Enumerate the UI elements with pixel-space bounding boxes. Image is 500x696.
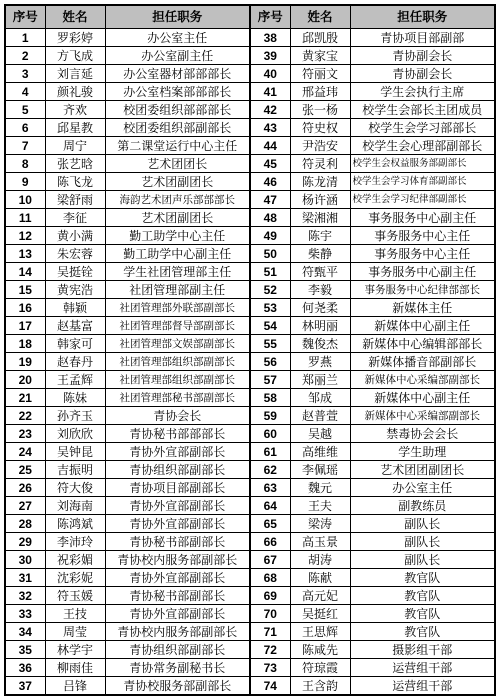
member-name: 张一杨 bbox=[290, 101, 350, 119]
member-role: 艺术团副团长 bbox=[105, 209, 250, 227]
row-number: 19 bbox=[5, 353, 45, 371]
member-name: 王含韵 bbox=[290, 677, 350, 696]
table-row bbox=[5, 677, 495, 696]
table-row bbox=[5, 425, 495, 443]
member-role: 艺术团团长 bbox=[105, 155, 250, 173]
row-number: 58 bbox=[250, 389, 290, 407]
member-name: 杨许涵 bbox=[290, 191, 350, 209]
row-number: 64 bbox=[250, 497, 290, 515]
member-role: 事务服务中心纪律部部长 bbox=[350, 281, 495, 299]
row-number: 54 bbox=[250, 317, 290, 335]
member-name: 邱星教 bbox=[45, 119, 105, 137]
member-role: 办公室主任 bbox=[105, 29, 250, 47]
table-row bbox=[5, 101, 495, 119]
row-number: 35 bbox=[5, 641, 45, 659]
member-name: 梁涛 bbox=[290, 515, 350, 533]
member-role: 青协校服务部副部长 bbox=[105, 677, 250, 696]
table-row bbox=[5, 569, 495, 587]
table-row bbox=[5, 479, 495, 497]
table-row bbox=[5, 155, 495, 173]
member-role: 副队长 bbox=[350, 515, 495, 533]
row-number: 41 bbox=[250, 83, 290, 101]
row-number: 3 bbox=[5, 65, 45, 83]
member-role: 青协副会长 bbox=[350, 65, 495, 83]
member-role: 校学生会学习部部长 bbox=[350, 119, 495, 137]
member-name: 陈鸿斌 bbox=[45, 515, 105, 533]
row-number: 20 bbox=[5, 371, 45, 389]
row-number: 60 bbox=[250, 425, 290, 443]
member-name: 李佩瑶 bbox=[290, 461, 350, 479]
row-number: 10 bbox=[5, 191, 45, 209]
member-name: 韩颖 bbox=[45, 299, 105, 317]
member-role: 校团委组织部副部长 bbox=[105, 119, 250, 137]
row-number: 52 bbox=[250, 281, 290, 299]
row-number: 1 bbox=[5, 29, 45, 47]
member-role: 办公室副主任 bbox=[105, 47, 250, 65]
member-name: 陈妹 bbox=[45, 389, 105, 407]
table-row bbox=[5, 299, 495, 317]
member-name: 林明丽 bbox=[290, 317, 350, 335]
table-row bbox=[5, 497, 495, 515]
row-number: 53 bbox=[250, 299, 290, 317]
member-role: 社团管理部外联部副部长 bbox=[105, 299, 250, 317]
member-role: 校学生会学习纪律部副部长 bbox=[350, 191, 495, 209]
member-name: 周莹 bbox=[45, 623, 105, 641]
roster-sheet bbox=[4, 4, 495, 696]
table-row bbox=[5, 209, 495, 227]
member-role: 青协副会长 bbox=[350, 47, 495, 65]
row-number: 27 bbox=[5, 497, 45, 515]
member-role: 青协组织部副部长 bbox=[105, 641, 250, 659]
member-name: 李沛玲 bbox=[45, 533, 105, 551]
member-name: 王孟辉 bbox=[45, 371, 105, 389]
table-row bbox=[5, 47, 495, 65]
member-name: 符史权 bbox=[290, 119, 350, 137]
member-name: 齐欢 bbox=[45, 101, 105, 119]
member-name: 梁舒雨 bbox=[45, 191, 105, 209]
table-row bbox=[5, 245, 495, 263]
row-number: 26 bbox=[5, 479, 45, 497]
member-name: 孙齐玉 bbox=[45, 407, 105, 425]
member-role: 教官队 bbox=[350, 605, 495, 623]
row-number: 43 bbox=[250, 119, 290, 137]
row-number: 33 bbox=[5, 605, 45, 623]
row-number: 31 bbox=[5, 569, 45, 587]
table-row bbox=[5, 281, 495, 299]
member-role: 教官队 bbox=[350, 569, 495, 587]
table-row bbox=[5, 191, 495, 209]
row-number: 73 bbox=[250, 659, 290, 677]
row-number: 4 bbox=[5, 83, 45, 101]
row-number: 6 bbox=[5, 119, 45, 137]
member-name: 祝彩媚 bbox=[45, 551, 105, 569]
row-number: 21 bbox=[5, 389, 45, 407]
table-row bbox=[5, 173, 495, 191]
member-role: 校团委组织部部部长 bbox=[105, 101, 250, 119]
member-name: 刘言延 bbox=[45, 65, 105, 83]
row-number: 51 bbox=[250, 263, 290, 281]
member-name: 方飞成 bbox=[45, 47, 105, 65]
row-number: 71 bbox=[250, 623, 290, 641]
member-role: 青协项目部副部 bbox=[350, 29, 495, 47]
member-name: 高元妃 bbox=[290, 587, 350, 605]
table-row bbox=[5, 623, 495, 641]
table-row bbox=[5, 605, 495, 623]
row-number: 49 bbox=[250, 227, 290, 245]
member-role: 学生社团管理部主任 bbox=[105, 263, 250, 281]
member-role: 事务服务中心主任 bbox=[350, 227, 495, 245]
row-number: 72 bbox=[250, 641, 290, 659]
row-number: 45 bbox=[250, 155, 290, 173]
row-number: 30 bbox=[5, 551, 45, 569]
member-name: 朱宏蓉 bbox=[45, 245, 105, 263]
column-header-no: 序号 bbox=[250, 5, 290, 29]
row-number: 12 bbox=[5, 227, 45, 245]
row-number: 69 bbox=[250, 587, 290, 605]
row-number: 16 bbox=[5, 299, 45, 317]
member-name: 王思辉 bbox=[290, 623, 350, 641]
member-name: 柳雨佳 bbox=[45, 659, 105, 677]
member-name: 黄小满 bbox=[45, 227, 105, 245]
member-role: 社团管理部组织部副部长 bbox=[105, 353, 250, 371]
table-row bbox=[5, 533, 495, 551]
table-row bbox=[5, 263, 495, 281]
member-name: 吴挺铨 bbox=[45, 263, 105, 281]
row-number: 70 bbox=[250, 605, 290, 623]
member-name: 沈彩妮 bbox=[45, 569, 105, 587]
row-number: 15 bbox=[5, 281, 45, 299]
member-role: 新媒体中心采编部副部长 bbox=[350, 371, 495, 389]
member-role: 社团管理部副主任 bbox=[105, 281, 250, 299]
member-role: 事务服务中心副主任 bbox=[350, 263, 495, 281]
member-role: 勤工助学中心副主任 bbox=[105, 245, 250, 263]
member-name: 魏俊杰 bbox=[290, 335, 350, 353]
row-number: 22 bbox=[5, 407, 45, 425]
member-name: 陈宇 bbox=[290, 227, 350, 245]
member-role: 青协外宣部副部长 bbox=[105, 569, 250, 587]
member-name: 魏元 bbox=[290, 479, 350, 497]
row-number: 56 bbox=[250, 353, 290, 371]
table-row bbox=[5, 227, 495, 245]
member-name: 吕锋 bbox=[45, 677, 105, 696]
member-role: 海韵艺术团声乐部部部长 bbox=[105, 191, 250, 209]
member-name: 高玉景 bbox=[290, 533, 350, 551]
table-row bbox=[5, 83, 495, 101]
member-role: 运营组干部 bbox=[350, 677, 495, 696]
table-row bbox=[5, 515, 495, 533]
member-role: 学生会执行主席 bbox=[350, 83, 495, 101]
row-number: 66 bbox=[250, 533, 290, 551]
table-row bbox=[5, 659, 495, 677]
member-role: 校学生会心理部副部长 bbox=[350, 137, 495, 155]
member-name: 高维维 bbox=[290, 443, 350, 461]
member-role: 艺术团副团长 bbox=[105, 173, 250, 191]
member-role: 青协校内服务部副部长 bbox=[105, 623, 250, 641]
member-name: 黄家宝 bbox=[290, 47, 350, 65]
row-number: 18 bbox=[5, 335, 45, 353]
member-role: 副教练员 bbox=[350, 497, 495, 515]
member-name: 颜礼骏 bbox=[45, 83, 105, 101]
member-role: 青协外宣部副部长 bbox=[105, 497, 250, 515]
member-name: 王技 bbox=[45, 605, 105, 623]
member-role: 副队长 bbox=[350, 551, 495, 569]
row-number: 63 bbox=[250, 479, 290, 497]
member-role: 青协校内服务部副部长 bbox=[105, 551, 250, 569]
member-name: 刘欣欣 bbox=[45, 425, 105, 443]
member-name: 赵普萱 bbox=[290, 407, 350, 425]
member-name: 邱凯殷 bbox=[290, 29, 350, 47]
row-number: 61 bbox=[250, 443, 290, 461]
column-header-no: 序号 bbox=[5, 5, 45, 29]
row-number: 42 bbox=[250, 101, 290, 119]
member-role: 青协会长 bbox=[105, 407, 250, 425]
member-name: 韩家可 bbox=[45, 335, 105, 353]
table-row bbox=[5, 461, 495, 479]
member-name: 邹成 bbox=[290, 389, 350, 407]
member-role: 青协项目部副部长 bbox=[105, 479, 250, 497]
member-name: 周宁 bbox=[45, 137, 105, 155]
row-number: 48 bbox=[250, 209, 290, 227]
column-header-role: 担任职务 bbox=[105, 5, 250, 29]
table-row bbox=[5, 29, 495, 47]
member-name: 吴钟昆 bbox=[45, 443, 105, 461]
row-number: 8 bbox=[5, 155, 45, 173]
member-name: 陈龙清 bbox=[290, 173, 350, 191]
member-name: 罗彩婷 bbox=[45, 29, 105, 47]
column-header-name: 姓名 bbox=[290, 5, 350, 29]
row-number: 46 bbox=[250, 173, 290, 191]
member-role: 青协秘书部副部长 bbox=[105, 533, 250, 551]
member-role: 禁毒协会会长 bbox=[350, 425, 495, 443]
member-role: 新媒体中心采编部副部长 bbox=[350, 407, 495, 425]
member-role: 办公室器材部部部长 bbox=[105, 65, 250, 83]
row-number: 74 bbox=[250, 677, 290, 696]
row-number: 67 bbox=[250, 551, 290, 569]
row-number: 57 bbox=[250, 371, 290, 389]
member-role: 办公室主任 bbox=[350, 479, 495, 497]
table-row bbox=[5, 389, 495, 407]
member-name: 符琼霞 bbox=[290, 659, 350, 677]
roster-table bbox=[4, 4, 496, 696]
member-role: 勤工助学中心主任 bbox=[105, 227, 250, 245]
member-role: 青协外宣部副部长 bbox=[105, 443, 250, 461]
table-row bbox=[5, 641, 495, 659]
member-role: 社团管理部组织部副部长 bbox=[105, 371, 250, 389]
member-role: 青协秘书部副部长 bbox=[105, 587, 250, 605]
member-name: 林学宇 bbox=[45, 641, 105, 659]
member-role: 新媒体中心副主任 bbox=[350, 389, 495, 407]
member-name: 李毅 bbox=[290, 281, 350, 299]
member-role: 青协组织部副部长 bbox=[105, 461, 250, 479]
row-number: 32 bbox=[5, 587, 45, 605]
member-name: 黄宪浩 bbox=[45, 281, 105, 299]
row-number: 17 bbox=[5, 317, 45, 335]
member-name: 符灵利 bbox=[290, 155, 350, 173]
table-row bbox=[5, 335, 495, 353]
row-number: 23 bbox=[5, 425, 45, 443]
row-number: 29 bbox=[5, 533, 45, 551]
table-row bbox=[5, 407, 495, 425]
row-number: 34 bbox=[5, 623, 45, 641]
member-name: 张艺晗 bbox=[45, 155, 105, 173]
member-name: 尹浩安 bbox=[290, 137, 350, 155]
member-role: 副队长 bbox=[350, 533, 495, 551]
member-name: 郑丽兰 bbox=[290, 371, 350, 389]
row-number: 14 bbox=[5, 263, 45, 281]
member-role: 艺术团团副团长 bbox=[350, 461, 495, 479]
member-name: 符玉媛 bbox=[45, 587, 105, 605]
member-name: 赵基富 bbox=[45, 317, 105, 335]
row-number: 37 bbox=[5, 677, 45, 696]
member-role: 青协外宣部副部长 bbox=[105, 515, 250, 533]
member-name: 何尧柔 bbox=[290, 299, 350, 317]
member-role: 学生助理 bbox=[350, 443, 495, 461]
member-role: 第二课堂运行中心主任 bbox=[105, 137, 250, 155]
row-number: 40 bbox=[250, 65, 290, 83]
member-name: 符大俊 bbox=[45, 479, 105, 497]
row-number: 38 bbox=[250, 29, 290, 47]
member-role: 社团管理部督导部副部长 bbox=[105, 317, 250, 335]
member-role: 青协秘书部部部长 bbox=[105, 425, 250, 443]
column-header-role: 担任职务 bbox=[350, 5, 495, 29]
table-row bbox=[5, 443, 495, 461]
member-role: 新媒体主任 bbox=[350, 299, 495, 317]
member-role: 新媒体中心编辑部部长 bbox=[350, 335, 495, 353]
table-row bbox=[5, 587, 495, 605]
member-role: 事务服务中心主任 bbox=[350, 245, 495, 263]
member-role: 校学生会部长主团成员 bbox=[350, 101, 495, 119]
row-number: 39 bbox=[250, 47, 290, 65]
table-row bbox=[5, 317, 495, 335]
table-row bbox=[5, 65, 495, 83]
member-role: 社团管理部秘书部副部长 bbox=[105, 389, 250, 407]
member-name: 符甄平 bbox=[290, 263, 350, 281]
member-role: 新媒体播音部副部长 bbox=[350, 353, 495, 371]
row-number: 47 bbox=[250, 191, 290, 209]
row-number: 62 bbox=[250, 461, 290, 479]
member-role: 青协常务副秘书长 bbox=[105, 659, 250, 677]
row-number: 9 bbox=[5, 173, 45, 191]
table-row bbox=[5, 353, 495, 371]
member-name: 邢益玮 bbox=[290, 83, 350, 101]
member-name: 吴挺红 bbox=[290, 605, 350, 623]
member-name: 李征 bbox=[45, 209, 105, 227]
member-name: 柴静 bbox=[290, 245, 350, 263]
member-name: 刘海南 bbox=[45, 497, 105, 515]
column-header-name: 姓名 bbox=[45, 5, 105, 29]
member-name: 吉振明 bbox=[45, 461, 105, 479]
member-name: 王夫 bbox=[290, 497, 350, 515]
row-number: 28 bbox=[5, 515, 45, 533]
row-number: 36 bbox=[5, 659, 45, 677]
row-number: 68 bbox=[250, 569, 290, 587]
row-number: 55 bbox=[250, 335, 290, 353]
member-name: 陈咸先 bbox=[290, 641, 350, 659]
member-role: 教官队 bbox=[350, 623, 495, 641]
member-role: 校学生会学习体育部副部长 bbox=[350, 173, 495, 191]
member-role: 运营组干部 bbox=[350, 659, 495, 677]
row-number: 59 bbox=[250, 407, 290, 425]
row-number: 25 bbox=[5, 461, 45, 479]
member-role: 新媒体中心副主任 bbox=[350, 317, 495, 335]
member-role: 办公室档案部部部长 bbox=[105, 83, 250, 101]
row-number: 5 bbox=[5, 101, 45, 119]
row-number: 44 bbox=[250, 137, 290, 155]
member-name: 陈献 bbox=[290, 569, 350, 587]
member-name: 吴越 bbox=[290, 425, 350, 443]
table-row bbox=[5, 371, 495, 389]
row-number: 50 bbox=[250, 245, 290, 263]
member-name: 罗燕 bbox=[290, 353, 350, 371]
member-role: 摄影组干部 bbox=[350, 641, 495, 659]
table-row bbox=[5, 551, 495, 569]
table-row bbox=[5, 119, 495, 137]
row-number: 65 bbox=[250, 515, 290, 533]
member-role: 事务服务中心副主任 bbox=[350, 209, 495, 227]
member-role: 社团管理部文娱部副部长 bbox=[105, 335, 250, 353]
member-name: 梁湘湘 bbox=[290, 209, 350, 227]
row-number: 13 bbox=[5, 245, 45, 263]
member-name: 赵春丹 bbox=[45, 353, 105, 371]
row-number: 7 bbox=[5, 137, 45, 155]
member-role: 校学生会权益服务部副部长 bbox=[350, 155, 495, 173]
member-role: 教官队 bbox=[350, 587, 495, 605]
table-row bbox=[5, 137, 495, 155]
member-name: 符丽文 bbox=[290, 65, 350, 83]
row-number: 11 bbox=[5, 209, 45, 227]
row-number: 2 bbox=[5, 47, 45, 65]
member-name: 胡涛 bbox=[290, 551, 350, 569]
roster-body bbox=[5, 29, 495, 696]
member-name: 陈飞龙 bbox=[45, 173, 105, 191]
member-role: 青协外宣部副部长 bbox=[105, 605, 250, 623]
row-number: 24 bbox=[5, 443, 45, 461]
header-row bbox=[5, 5, 495, 29]
